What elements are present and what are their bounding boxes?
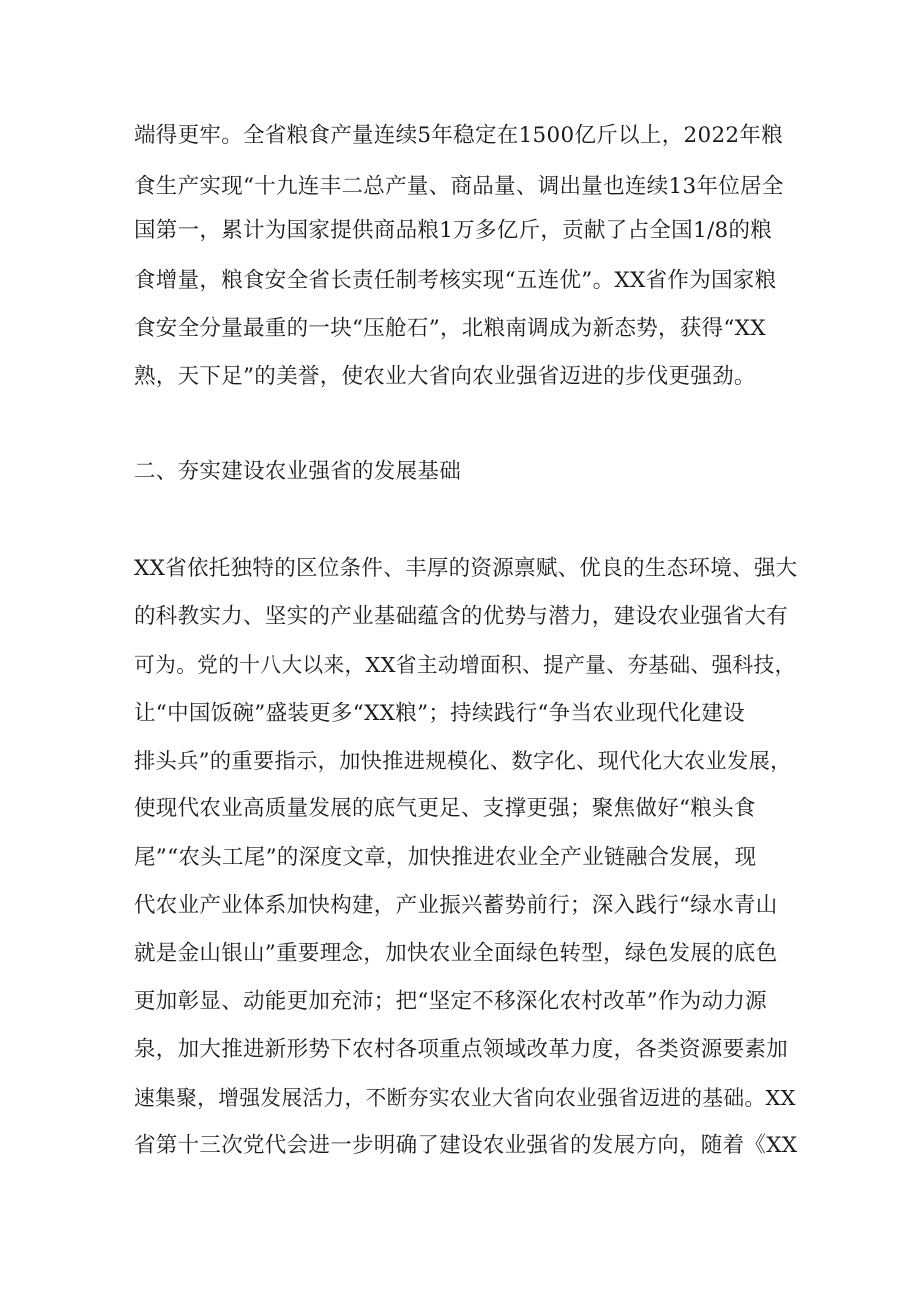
paragraph-2-line-12: 速集聚，增强发展活力，不断夯实农业大省向农业强省迈进的基础。XX bbox=[134, 1086, 796, 1110]
paragraph-2-line-3: 可为。党的十八大以来，XX省主动增面积、提产量、夯基础、强科技， bbox=[134, 653, 796, 677]
paragraph-1-line-1: 端得更牢。全省粮食产量连续5年稳定在1500亿斤以上，2022年粮 bbox=[134, 123, 784, 148]
section-heading: 二、夯实建设农业强省的发展基础 bbox=[134, 459, 462, 484]
paragraph-2-line-4: 让“中国饭碗”盛装更多“XX粮”；持续践行“争当农业现代化建设 bbox=[134, 701, 745, 726]
paragraph-2-line-11: 泉，加大推进新形势下农村各项重点领域改革力度，各类资源要素加 bbox=[134, 1037, 789, 1062]
paragraph-2-line-9: 就是金山银山”重要理念，加快农业全面绿色转型，绿色发展的底色 bbox=[134, 941, 778, 966]
paragraph-2-line-13: 省第十三次党代会进一步明确了建设农业强省的发展方向，随着《XX bbox=[134, 1133, 798, 1158]
paragraph-1-line-6: 熟，天下足”的美誉，使农业大省向农业强省迈进的步伐更强劲。 bbox=[134, 364, 756, 389]
paragraph-2-line-10: 更加彰显、动能更加充沛；把“坚定不移深化农村改革”作为动力源 bbox=[134, 989, 767, 1014]
paragraph-2-line-7: 尾”“农头工尾”的深度文章，加快推进农业全产业链融合发展，现 bbox=[134, 845, 757, 870]
paragraph-2-line-2: 的科教实力、坚实的产业基础蕴含的优势与潜力，建设农业强省大有 bbox=[134, 604, 789, 629]
paragraph-1-line-2: 食生产实现“十九连丰二总产量、商品量、调出量也连续13年位居全 bbox=[134, 174, 784, 199]
paragraph-2-line-8: 代农业产业体系加快构建，产业振兴蓄势前行；深入践行“绿水青山 bbox=[134, 893, 778, 918]
paragraph-2-line-5: 排头兵”的重要指示，加快推进规模化、数字化、现代化大农业发展， bbox=[134, 749, 792, 774]
paragraph-2-line-1: XX省依托独特的区位条件、丰厚的资源禀赋、优良的生态环境、强大 bbox=[134, 556, 798, 581]
paragraph-1-line-5: 食安全分量最重的一块“压舱石”，北粮南调成为新态势，获得“XX bbox=[134, 316, 766, 341]
paragraph-1-line-3: 国第一，累计为国家提供商品粮1万多亿斤，贡献了占全国1/8的粮 bbox=[134, 218, 773, 243]
paragraph-2-line-6: 使现代农业高质量发展的底气更足、支撑更强；聚焦做好“粮头食 bbox=[134, 796, 756, 821]
paragraph-1-line-4: 食增量，粮食安全省长责任制考核实现“五连优”。XX省作为国家粮 bbox=[134, 268, 777, 293]
